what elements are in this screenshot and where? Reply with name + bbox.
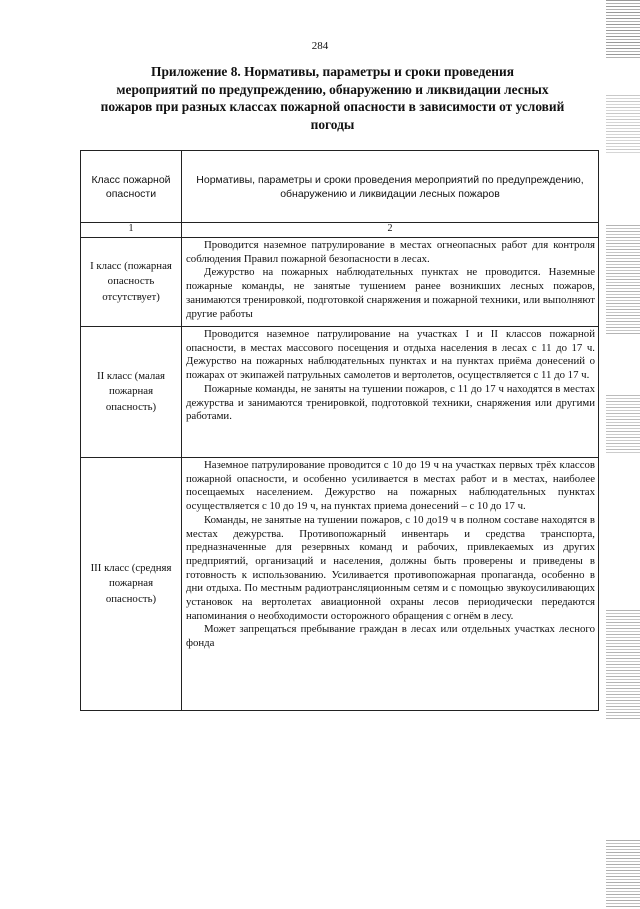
table-header-row xyxy=(81,151,599,223)
scan-edge-artifact xyxy=(606,225,640,335)
column-number-1: 1 xyxy=(81,223,182,238)
norms-paragraph: Проводится наземное патрулирование в местах огнеопасных работ для контроля соблюдения Правил пожарной безопасности в лесах. xyxy=(186,239,595,265)
title-line: Приложение 8. Нормативы, параметры и сроки проведения xyxy=(151,64,514,79)
table-row xyxy=(81,238,599,327)
table-row xyxy=(81,458,599,711)
scan-edge-artifact xyxy=(606,610,640,720)
column-number-row xyxy=(81,223,599,238)
page-number: 284 xyxy=(311,40,329,52)
class-label: I класс (пожарная опасность отсутствует) xyxy=(81,238,182,327)
header-class: Класс пожарной опасности xyxy=(81,151,182,223)
class-label: II класс (малая пожарная опасность) xyxy=(81,327,182,458)
norms-text xyxy=(182,327,599,458)
norms-paragraph: Дежурство на пожарных наблюдательных пунктах не проводится. Наземные пожарные команды, не занятые тушением ранее возникших лесных пожаров, занимаются тренировкой, подготовкой снаряжения и пожарной техники, или выполняют другие работы xyxy=(186,266,595,320)
title-line: пожаров при разных классах пожарной опасности в зависимости от условий xyxy=(100,99,565,114)
title-line: погоды xyxy=(310,116,355,132)
norms-text xyxy=(182,238,599,327)
scan-edge-artifact xyxy=(606,840,640,909)
class-label: III класс (средняя пожарная опасность) xyxy=(81,458,182,711)
fire-danger-norms-table xyxy=(80,150,599,711)
norms-paragraph: Может запрещаться пребывание граждан в лесах или отдельных участках лесного фонда xyxy=(186,623,595,650)
header-norms: Нормативы, параметры и сроки проведения мероприятий по предупреждению, обнаружению и ликвидации лесных пожаров xyxy=(182,151,599,223)
column-number-2: 2 xyxy=(182,223,599,238)
scan-edge-artifact xyxy=(606,395,640,455)
appendix-title xyxy=(60,63,605,133)
norms-paragraph: Проводится наземное патрулирование на участках I и II классов пожарной опасности, в местах массового посещения и отдыха населения в лесах с 11 до 17 ч. Дежурство на пожарных наблюдательных пунктах и на пунктах приёма донесений о пожарах от экипажей патрульных самолетов и вертолетов, осуществляется с 11 до 17 ч. xyxy=(186,328,595,382)
scan-edge-artifact xyxy=(606,0,640,60)
norms-paragraph: Команды, не занятые на тушении пожаров, с 10 до19 ч в полном составе находятся в местах дежурства. Противопожарный инвентарь и средства транспорта, предназначенные для резервных команд и рабочих, привлекаемых из других предприятий, организаций и населения, должны быть проверены и приведены в готовность к использованию. Усиливается противопожарная пропаганда, особенно в дни отдыха. По местным радиотрансляционным сетям и с помощью звукоусиливающих установок на вертолетах авиационной охраны лесов периодически передаются напоминания о необходимости осторожного обращения с огнём в лесу. xyxy=(186,513,595,622)
title-line: мероприятий по предупреждению, обнаружению и ликвидации лесных xyxy=(116,81,549,97)
norms-text xyxy=(182,458,599,711)
scan-edge-artifact xyxy=(606,95,640,155)
table-row xyxy=(81,327,599,458)
norms-paragraph: Наземное патрулирование проводится с 10 до 19 ч на участках первых трёх классов пожарной опасности, и особенно усиливается в местах работ и в местах, наиболее посещаемых населением. Дежурство на пожарных наблюдательных пунктах осуществляется с 10 до 19 ч, на пунктах приема донесений – с 10 до 17 ч. xyxy=(186,459,595,513)
norms-paragraph: Пожарные команды, не заняты на тушении пожаров, с 11 до 17 ч находятся в местах дежурства и занимаются тренировкой, подготовкой техники, снаряжения или другими работами. xyxy=(186,382,595,423)
